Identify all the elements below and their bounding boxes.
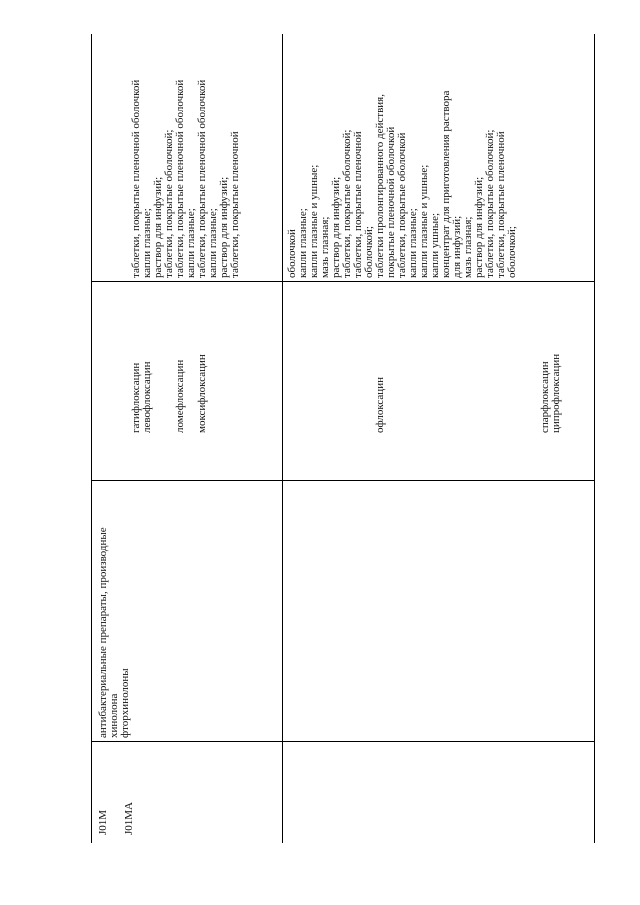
dosage-form: таблетки, покрытые пленочной оболочкой <box>196 79 208 278</box>
atc-code: J01M <box>97 809 109 835</box>
dosage-form: оболочкой; <box>363 226 375 278</box>
column-divider-code <box>91 741 594 742</box>
column-divider-group <box>91 480 594 481</box>
dosage-form: раствор для инфузий; <box>218 176 230 278</box>
dosage-form: капли глазные и ушные; <box>418 164 430 278</box>
drug-name: спарфлоксацин <box>539 361 551 433</box>
dosage-form: таблетки пролонгированного действия, <box>374 94 386 278</box>
group-name: фторхинолоны <box>119 668 131 738</box>
dosage-form: таблетки, покрытые оболочкой; <box>341 129 353 278</box>
dosage-form: мазь глазная; <box>319 216 331 278</box>
dosage-form: таблетки, покрытые пленочной <box>352 131 364 278</box>
dosage-form: для инфузий; <box>451 215 463 278</box>
dosage-form: капли глазные; <box>185 208 197 278</box>
drug-name: офлоксацин <box>374 377 386 433</box>
dosage-form: мазь глазная; <box>462 216 474 278</box>
atc-code-cell <box>98 747 135 835</box>
drug-name: ципрофлоксацин <box>550 353 562 433</box>
dosage-form: концентрат для приготовления раствора <box>440 90 452 278</box>
drug-name: левофлоксацин <box>141 361 153 433</box>
dosage-form: капли ушные; <box>429 212 441 278</box>
dosage-form: таблетки, покрытые пленочной <box>229 131 241 278</box>
dosage-form: покрытые пленочной оболочкой <box>385 126 397 278</box>
drug-classification-table <box>91 34 594 843</box>
drug-name-cell <box>131 283 208 433</box>
drug-name-cell <box>287 283 562 433</box>
dosage-form: капли глазные; <box>207 208 219 278</box>
group-name: антибактериальные препараты, производные хинолона <box>97 527 120 738</box>
table-top-border <box>91 34 92 843</box>
dosage-form: оболочкой; <box>506 226 518 278</box>
dosage-form: раствор для инфузий; <box>330 176 342 278</box>
dosage-form: таблетки, покрытые пленочной оболочкой <box>174 79 186 278</box>
dosage-form: оболочкой <box>286 229 298 278</box>
dosage-form: таблетки, покрытые пленочной оболочкой <box>130 79 142 278</box>
dosage-form: таблетки, покрытые оболочкой; <box>163 129 175 278</box>
dosage-form: капли глазные; <box>407 208 419 278</box>
dosage-form: таблетки, покрытые пленочной <box>495 131 507 278</box>
dosage-form: раствор для инфузий; <box>473 176 485 278</box>
anatomical-group-cell <box>98 488 131 738</box>
atc-code: J01MA <box>123 801 135 835</box>
dosage-form: раствор для инфузий; <box>152 176 164 278</box>
dosage-form-cell <box>131 38 241 278</box>
drug-name: гатифлоксацин <box>130 362 142 433</box>
table-bottom-border <box>594 34 595 843</box>
dosage-form: капли глазные и ушные; <box>308 164 320 278</box>
dosage-form: капли глазные; <box>297 208 309 278</box>
drug-name: ломефлоксацин <box>174 359 186 433</box>
row-divider <box>282 34 283 843</box>
dosage-form: таблетки, покрытые оболочкой <box>396 132 408 278</box>
column-divider-drug <box>91 281 594 282</box>
dosage-form: таблетки, покрытые оболочкой; <box>484 129 496 278</box>
dosage-form-cell <box>287 38 518 278</box>
drug-name: моксифлоксацин <box>196 354 208 433</box>
dosage-form: капли глазные; <box>141 208 153 278</box>
